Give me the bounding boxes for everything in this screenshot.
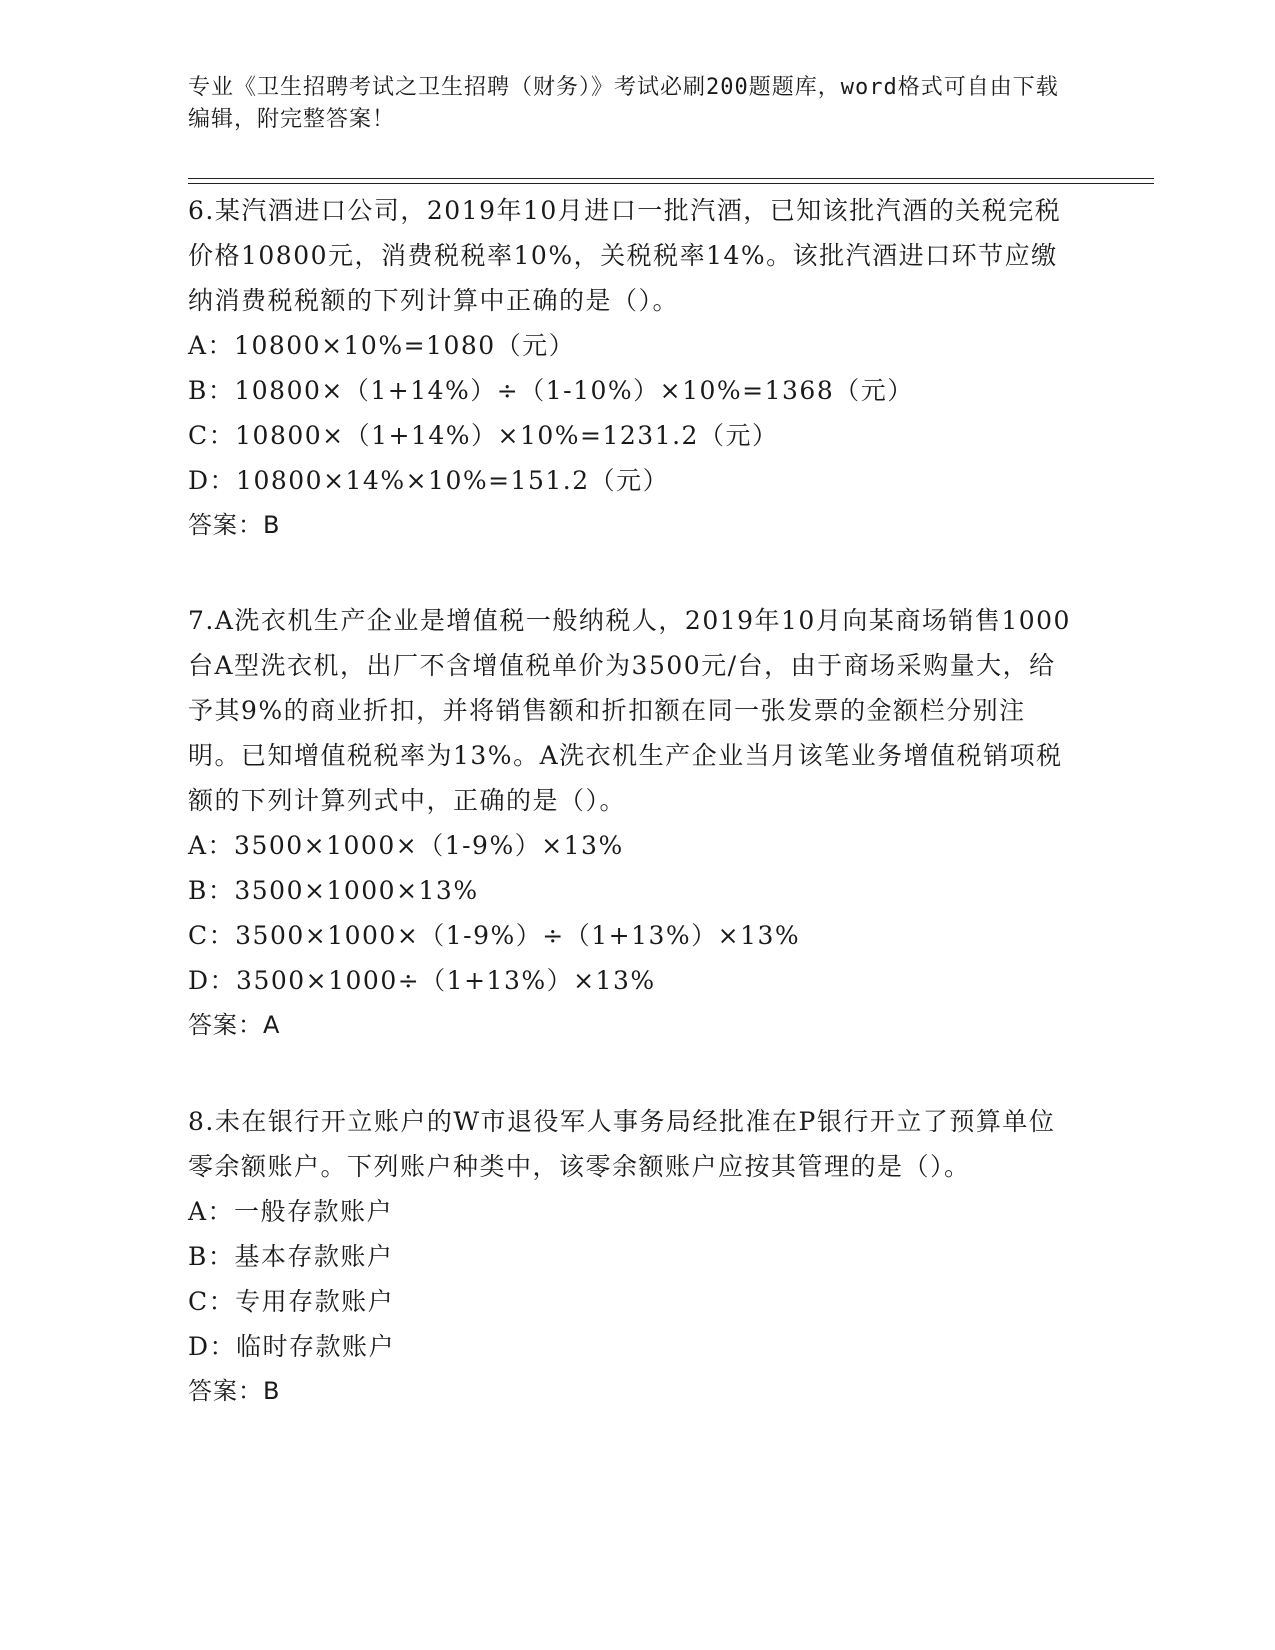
header-divider-bottom <box>188 183 1154 184</box>
option-b: B：10800×（1+14%）÷（1-10%）×10%=1368（元） <box>188 376 914 405</box>
answer: 答案：B <box>188 511 281 539</box>
option-a: A：一般存款账户 <box>188 1197 394 1226</box>
option-a: A：3500×1000×（1-9%）×13% <box>188 831 624 860</box>
answer: 答案：A <box>188 1011 281 1039</box>
option-b: B：基本存款账户 <box>188 1242 394 1271</box>
option-c: C：专用存款账户 <box>188 1287 395 1316</box>
question-6 <box>188 188 1078 548</box>
option-d: D：3500×1000÷（1+13%）×13% <box>188 966 656 995</box>
question-stem: 6.某汽酒进口公司，2019年10月进口一批汽酒，已知该批汽酒的关税完税价格10800元，消费税税率10%，关税税率14%。该批汽酒进口环节应缴纳消费税税额的下列计算中正确的是（）。 <box>188 196 1062 315</box>
option-c: C：10800×（1+14%）×10%=1231.2（元） <box>188 421 779 450</box>
question-stem: 8.未在银行开立账户的W市退役军人事务局经批准在P银行开立了预算单位零余额账户。下列账户种类中，该零余额账户应按其管理的是（）。 <box>188 1107 1056 1181</box>
option-d: D：临时存款账户 <box>188 1332 396 1361</box>
document-header: 专业《卫生招聘考试之卫生招聘（财务）》考试必刷200题题库，word格式可自由下载编辑，附完整答案！ <box>188 75 1059 132</box>
answer: 答案：B <box>188 1377 281 1405</box>
option-d: D：10800×14%×10%=151.2（元） <box>188 466 670 495</box>
option-b: B：3500×1000×13% <box>188 876 479 905</box>
question-stem: 7.A洗衣机生产企业是增值税一般纳税人，2019年10月向某商场销售1000台A型洗衣机，出厂不含增值税单价为3500元/台，由于商场采购量大，给予其9%的商业折扣，并将销售额和折扣额在同一张发票的金额栏分别注明。已知增值税税率为13%。A洗衣机生产企业当月该笔业务增值税销项税额的下列计算列式中，正确的是（）。 <box>188 606 1071 815</box>
option-a: A：10800×10%=1080（元） <box>188 331 576 360</box>
question-8 <box>188 1099 1078 1414</box>
question-7 <box>188 598 1078 1048</box>
header-divider-top <box>188 178 1154 179</box>
option-c: C：3500×1000×（1-9%）÷（1+13%）×13% <box>188 921 801 950</box>
